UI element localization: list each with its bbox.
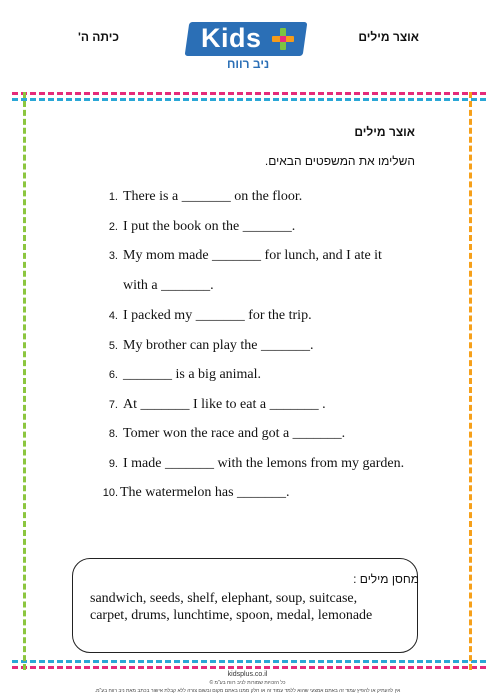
border-bottom-blue [12, 660, 486, 663]
item-text: I made _______ with the lemons from my garden. [123, 456, 405, 471]
exercise-item-9 [100, 456, 404, 472]
word-bank-line-1: sandwich, seeds, shelf, elephant, soup, suitcase, [90, 591, 358, 606]
plus-icon [272, 28, 294, 50]
word-bank-list [90, 590, 410, 624]
border-left-green [23, 92, 26, 670]
item-number: 6. [108, 369, 118, 381]
kids-logo [187, 22, 307, 74]
item-text: _______ is a big animal. [123, 367, 262, 382]
grade-label: כיתה ה' [78, 30, 120, 44]
item-number: 5. [108, 340, 118, 352]
word-bank-line-2: carpet, drums, lunchtime, spoon, medal, lemonade [90, 608, 373, 623]
item-number: 7. [108, 399, 118, 411]
exercise-item-6 [100, 367, 261, 383]
item-number: 10. [102, 487, 118, 499]
exercise-item-8 [100, 426, 345, 442]
item-text: The watermelon has _______. [120, 485, 290, 500]
header-topic-label: אוצר מילים [358, 30, 419, 44]
item-text: I packed my _______ for the trip. [123, 308, 312, 323]
item-number: 8. [108, 428, 118, 440]
border-bottom-pink [12, 666, 486, 669]
item-text: There is a _______ on the floor. [123, 189, 303, 204]
item-number: 4. [108, 310, 118, 322]
section-title: אוצר מילים [354, 125, 415, 139]
exercise-item-10 [100, 485, 290, 501]
exercise-item-1 [100, 189, 302, 205]
footer-copyright: כל הזכויות שמורות לניב רווח בע"מ © [209, 680, 286, 686]
logo-text: Kids [201, 23, 262, 53]
item-text: My brother can play the _______. [123, 338, 314, 353]
border-right-orange [469, 92, 472, 670]
exercise-item-3 [100, 248, 382, 264]
item-text: Tomer won the race and got a _______. [123, 426, 346, 441]
item-text: I put the book on the _______. [123, 219, 296, 234]
item-number: 3. [108, 250, 118, 262]
exercise-item-3-continued [100, 278, 214, 294]
item-number: 9. [108, 458, 118, 470]
item-number: 2. [108, 221, 118, 233]
border-top-blue [12, 98, 486, 101]
border-top-pink [12, 92, 486, 95]
footer-disclaimer: אין להעתיק או להפיץ עמוד זה באתם אמצעי שהוא ללמד עמוד זה או חלק ממנו באתם מקום ובשום צורה ללא קבלת אישור בכתב מאת ניב רווח בע"מ. [94, 688, 401, 694]
item-text: with a _______. [123, 278, 214, 293]
item-number: 1. [108, 191, 118, 203]
logo-subtitle: ניב רווח [227, 57, 270, 71]
exercise-item-2 [100, 219, 295, 235]
exercise-item-7 [100, 397, 326, 413]
exercise-item-5 [100, 338, 314, 354]
exercise-item-4 [100, 308, 312, 324]
footer-url: kidsplus.co.il [227, 671, 268, 678]
item-text: At _______ I like to eat a _______ . [123, 397, 326, 412]
item-text: My mom made _______ for lunch, and I ate it [123, 248, 382, 263]
instructions: השלימו את המשפטים הבאים. [264, 154, 415, 168]
word-bank-title: מחסן מילים : [353, 572, 419, 586]
